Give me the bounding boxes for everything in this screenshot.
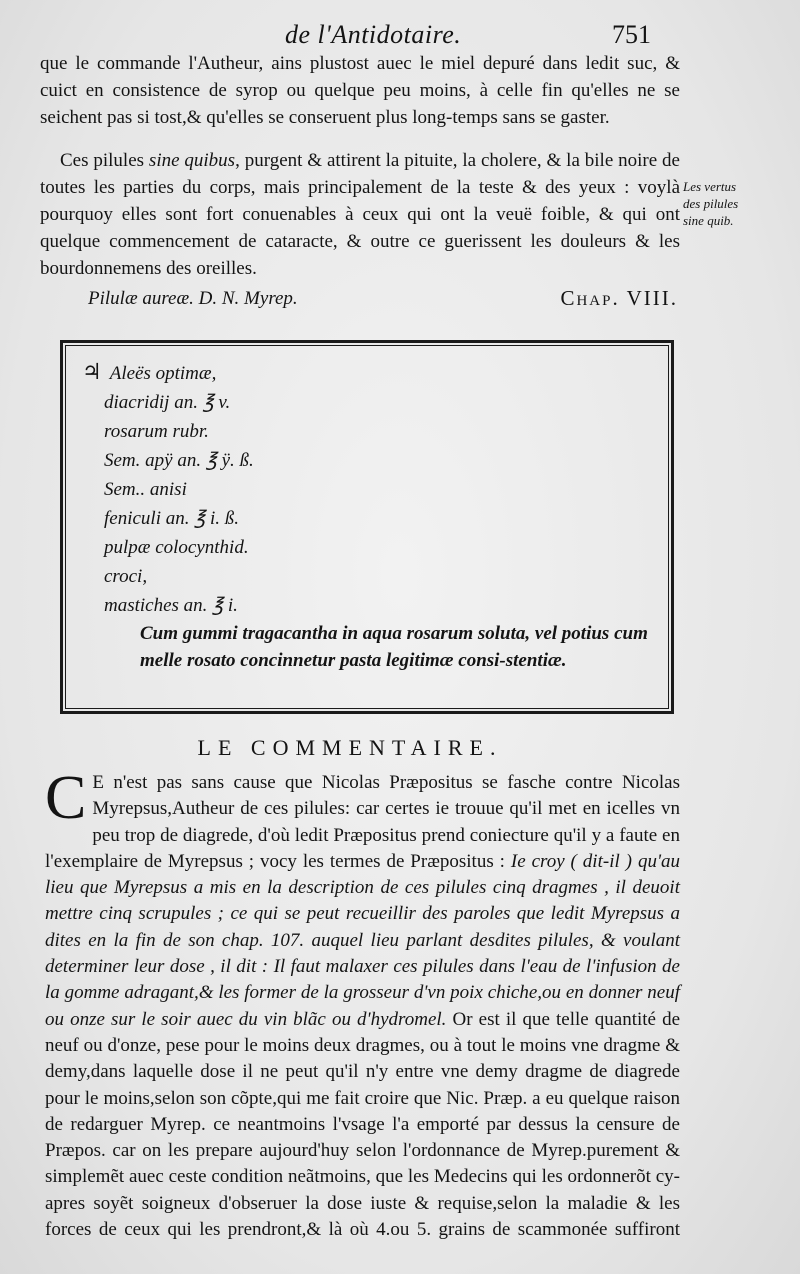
recipe-line: diacridij an. ℥ v. [104, 392, 231, 413]
page-number: 751 [612, 20, 651, 49]
margin-note-line: Les vertus [683, 179, 737, 194]
recipe-line: Sem. apÿ an. ℥ ÿ. ß. [104, 450, 254, 471]
running-title: de l'Antidotaire. [285, 20, 462, 49]
recipe-title: Pilulæ aureæ. D. N. Myrep. [88, 288, 298, 309]
commentary-segment: Or est il que telle quantité de neuf ou d'onze, pese pour le moins deux dragmes, ou à tout le moins vne dragme & demy,dans laquelle dose il ne peut qu'il n'y entre vne demy dragme de diagrede pour le moins,selon son cõpte,qui me fait croire que Nic. Præp. a eu quelque raison de redarguer Myrep. ce neantmoins l'vsage l'a emporté par dessus la censure de Præpos. car on les prepare aujourd'huy selon l'ordonnance de Myrep.purement & simplemẽt auec ceste condition neãtmoins, que les Medecins qui les ordonnerõt cy-apres soyẽt soigneux d'obseruer la dose iuste & requise,selon la maladie & les forces de ceux qui les prendront,& là où 4.ou 5. grains de scammonée suffiront [45, 1008, 681, 1241]
recipe-instructions: Cum gummi tragacantha in aqua rosarum soluta, vel potius cum melle rosato concinnetur pasta legitimæ consi-stentiæ. [140, 623, 648, 671]
recipe-line: Sem.. anisi [104, 479, 187, 500]
margin-note [683, 178, 793, 229]
commentary-text [45, 764, 681, 1243]
recipe-line: mastiches an. ℥ i. [104, 595, 238, 616]
chapter-heading [88, 288, 678, 318]
commentary-quote: Ie croy ( dit-il ) qu'au lieu que Myrepsus a mis en la description de ces pilules cinq dragmes , il deuoit mettre cinq scrupules ; ce qui se peut recueillir des paroles que ledit Myrepsus a dites en la fin de son chap. 107. auquel lieu parlant desdites pilules, & voulant determiner leur dose , il dit : Il faut malaxer ces pilules dans l'eau de l'infusion de la gomme adragant,& les former de la grosseur d'vn poix chiche,ou en donner neuf ou onze sur le soir auec du vin blãc ou d'hydromel. [45, 850, 681, 1030]
paragraph-virtues [40, 147, 680, 282]
paragraph-continuation: que le commande l'Autheur, ains plustost auec le miel depuré dans ledit suc, & cuict en consistence de syrop ou quelque peu moins, à celle fin qu'elles ne se seichent pas si tost,& qu'elles se conseruent plus long-temps sans se gaster. [40, 53, 680, 128]
paragraph-virtues-rest: , purgent & attirent la pituite, la cholere, & la bile noire de toutes les parties du corps, mais principalement de la teste & des yeux : voylà pourquoy elles sont fort conuenables à ceux qui ont la veuë foible, & qui ont quelque commencement de cataracte, & outre ce guerissent les douleurs & les bourdonnemens des oreilles. [40, 150, 680, 279]
recipe-symbol-icon: ♃ [82, 359, 102, 384]
recipe-line: ♃ Aleës optimæ, [82, 359, 217, 384]
recipe-body [82, 357, 662, 674]
paragraph-virtues-italic: sine quibus [148, 150, 236, 171]
recipe-line: rosarum rubr. [104, 421, 209, 442]
drop-cap: C [45, 764, 87, 832]
section-heading-text: LE COMMENTAIRE. [197, 735, 503, 760]
margin-note-line: des pilules [683, 196, 739, 211]
margin-note-line: sine quib. [683, 213, 734, 228]
recipe-line: croci, [104, 566, 148, 587]
chapter-number: Chap. VIII. [560, 286, 678, 310]
recipe-line: feniculi an. ℥ i. ß. [104, 508, 239, 529]
section-heading [0, 735, 800, 761]
paragraph-virtues-start: Ces pilules [60, 150, 149, 171]
commentary-segment: E n'est pas sans cause que Nicolas Præpositus se fasche contre Nicolas Myrepsus,Autheur de ces pilules: car certes ie trouue qu'il met en icelles vn peu trop de diagrede, d'où ledit Præpositus prend coniecture qu'il y a faute en l'exemplaire de Myrepsus ; vocy les termes de Præpositus : [45, 772, 680, 872]
recipe-line: pulpæ colocynthid. [104, 537, 249, 558]
